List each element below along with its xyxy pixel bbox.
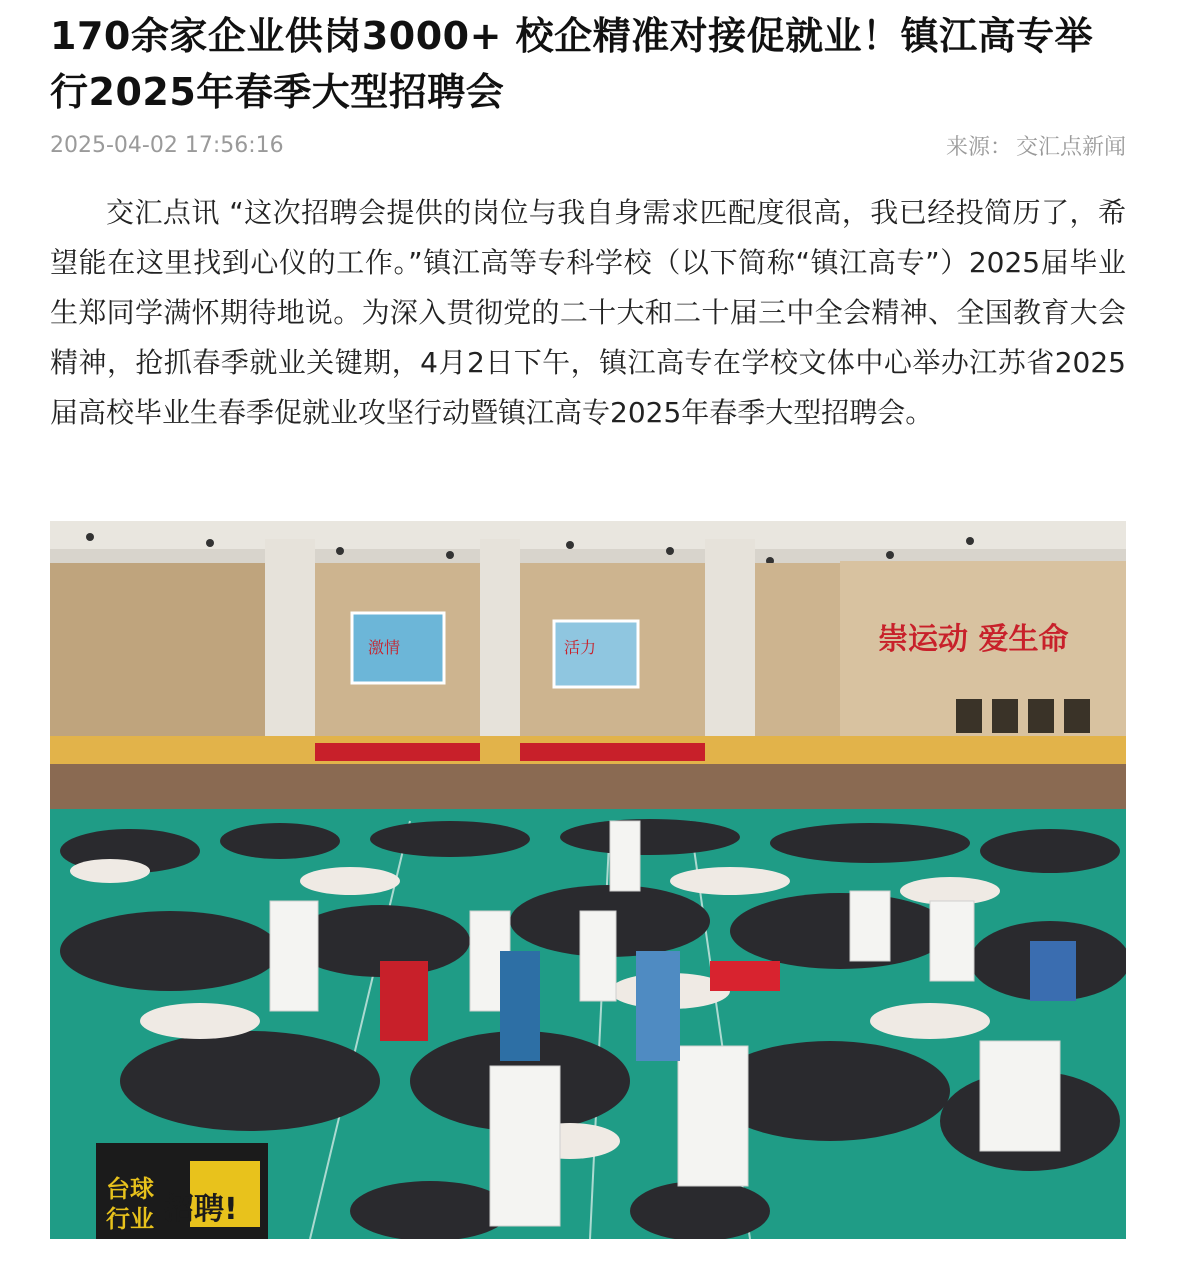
poster-right-text: 活力 — [564, 638, 597, 657]
source-label: 来源： — [945, 134, 1012, 160]
source-name[interactable]: 交汇点新闻 — [1015, 134, 1126, 160]
poster-left-text: 激情 — [368, 638, 401, 657]
article-meta — [50, 130, 1126, 160]
publish-datetime: 2025-04-02 17:56:16 — [50, 132, 284, 158]
article-photo — [50, 521, 1126, 1239]
sign-big-text: 招聘! — [164, 1192, 238, 1227]
job-fair-scene — [50, 521, 1126, 1239]
sign-line2: 行业 — [106, 1205, 154, 1233]
wall-slogan: 崇运动 爱生命 — [878, 622, 1069, 657]
article — [50, 0, 1126, 466]
article-title: 170余家企业供岗3000+ 校企精准对接促就业！镇江高专举行2025年春季大型招聘会 — [50, 14, 1094, 114]
sign-line1: 台球 — [106, 1175, 154, 1203]
article-source — [946, 130, 1126, 161]
article-body: 交汇点讯 “这次招聘会提供的岗位与我自身需求匹配度很高，我已经投简历了，希望能在这里找到心仪的工作。”镇江高等专科学校（以下简称“镇江高专”）2025届毕业生郑同学满怀期待地说。为深入贯彻党的二十大和二十届三中全会精神、全国教育大会精神，抢抓春季就业关键期，4月2日下午，镇江高专在学校文体中心举办江苏省2025届高校毕业生春季促就业攻坚行动暨镇江高专2025年春季大型招聘会。 — [50, 196, 1126, 429]
